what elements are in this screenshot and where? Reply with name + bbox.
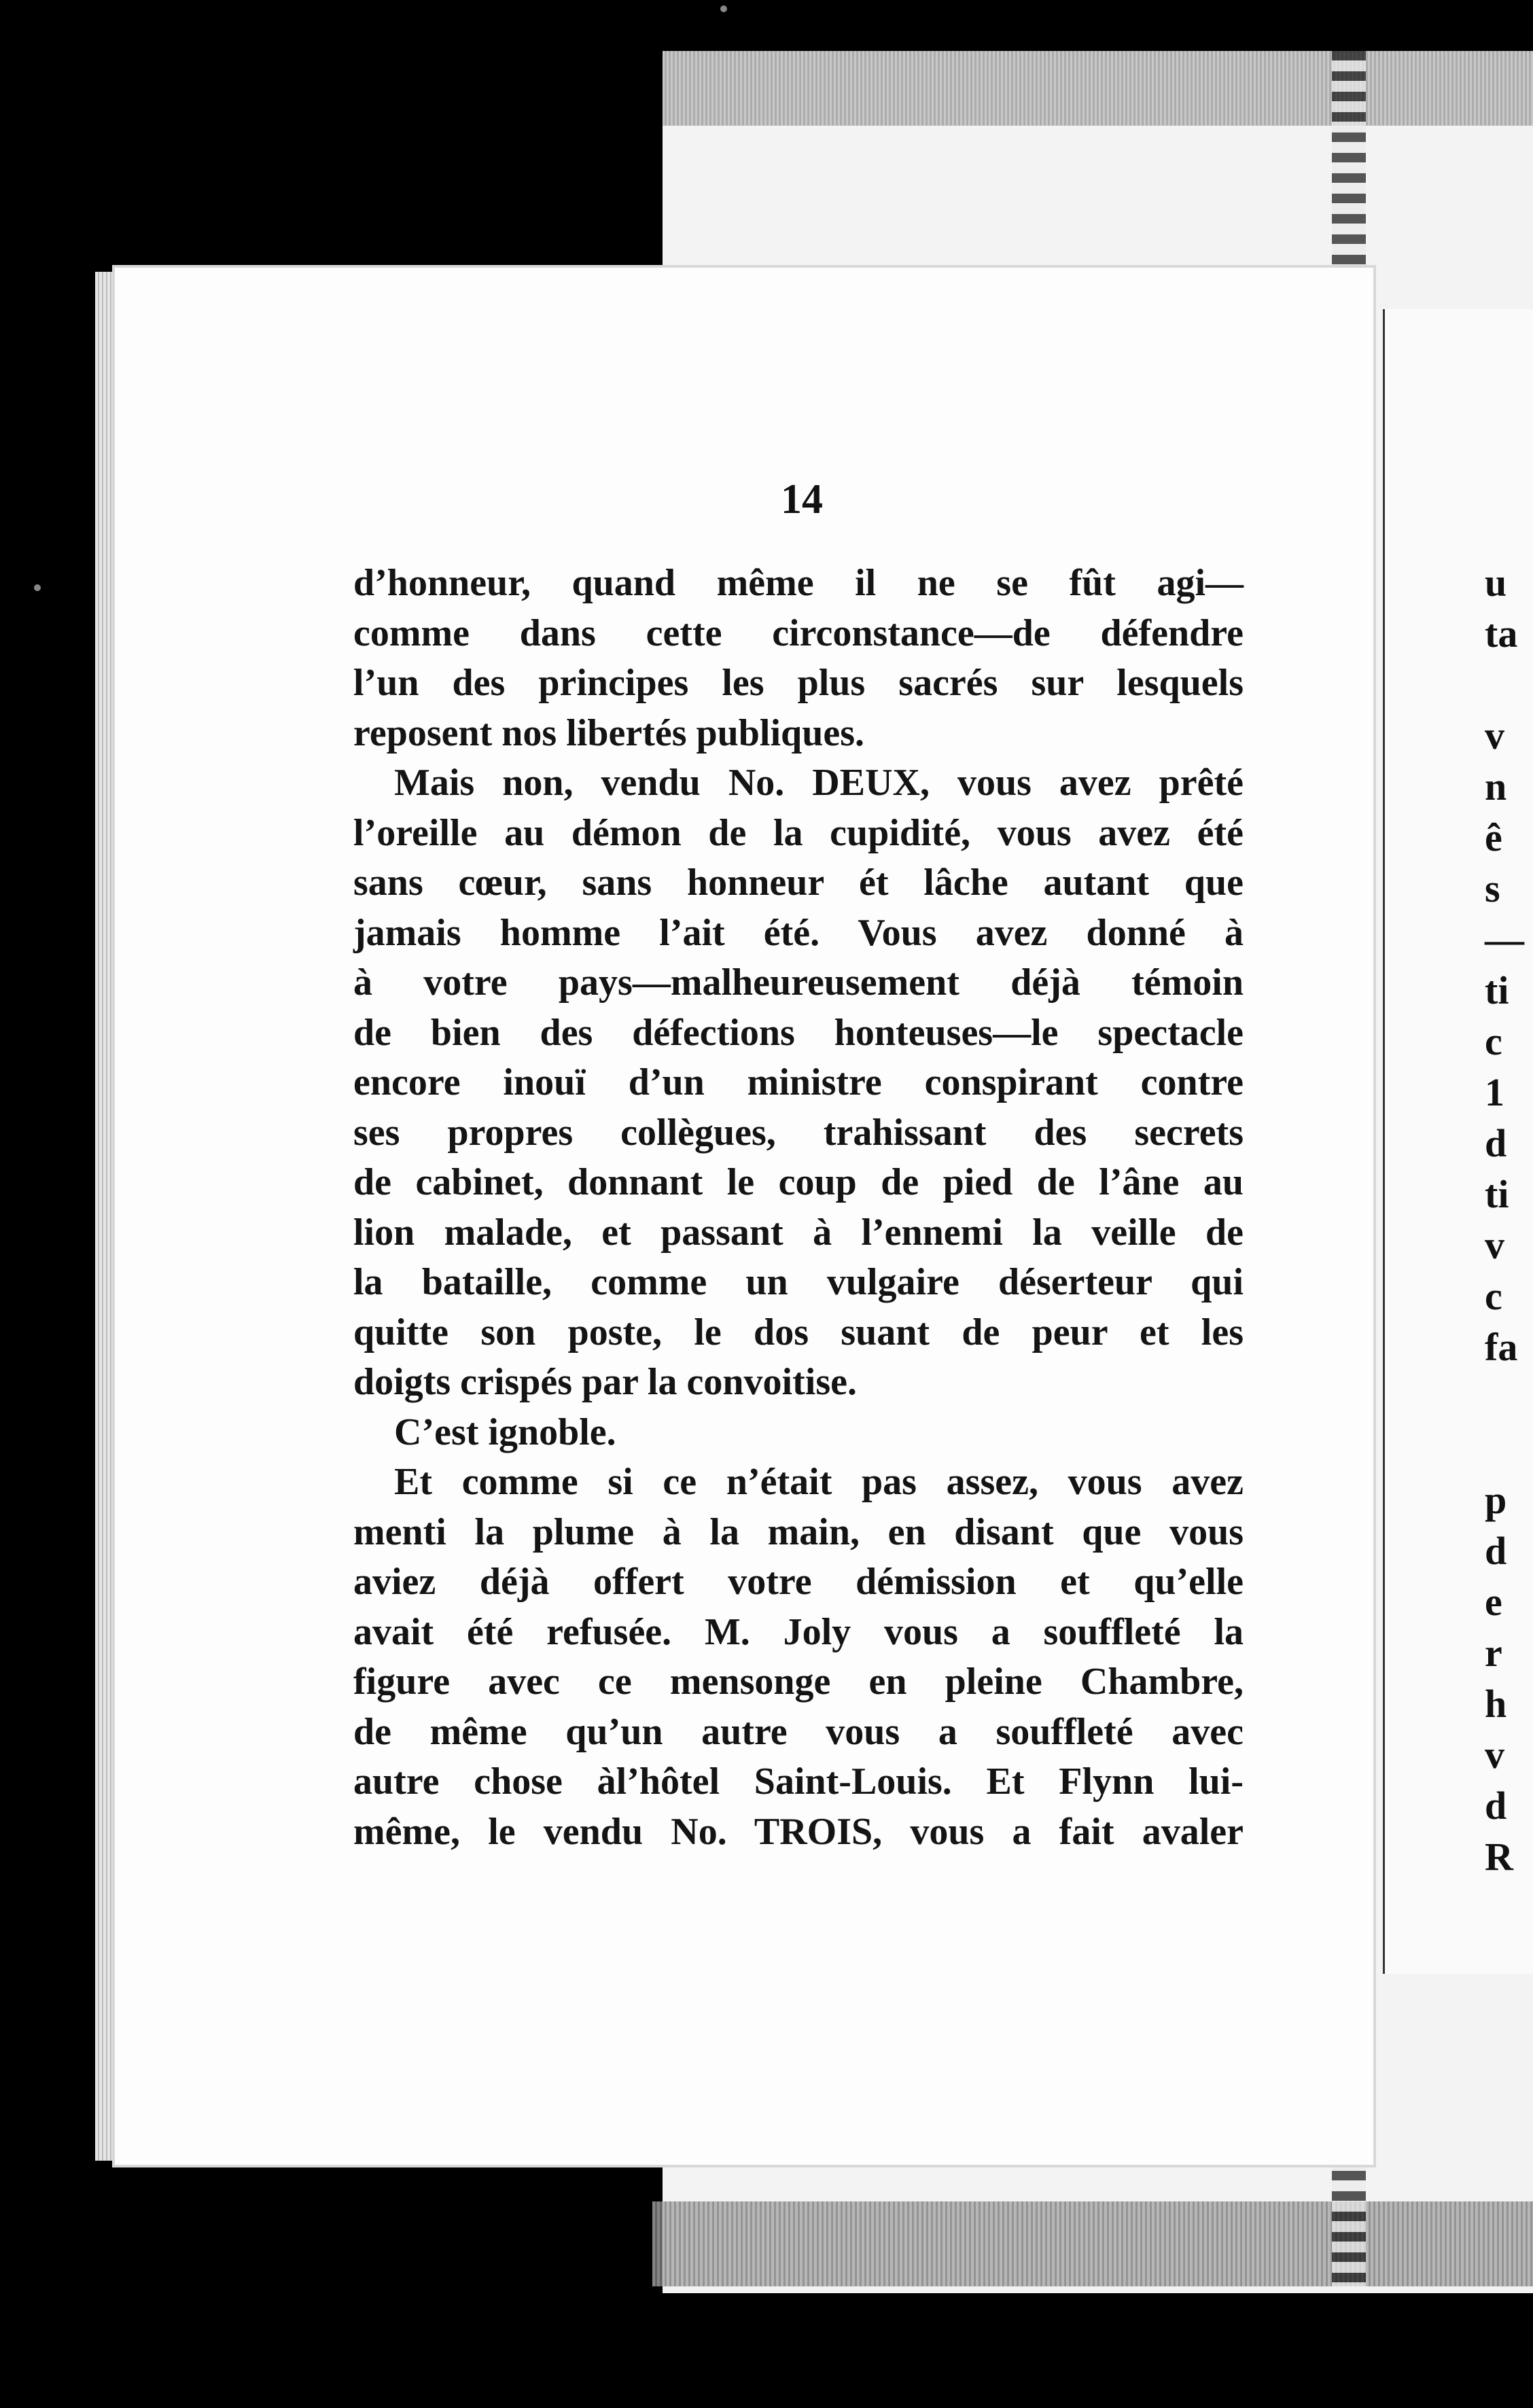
text-line: de bien des défections honteuses—le spectacle (353, 1011, 1244, 1054)
text-line: l’oreille au démon de la cupidité, vous avez été (353, 811, 1244, 854)
text-line: sans cœur, sans honneur ét lâche autant que (353, 862, 1244, 904)
adjacent-text-fragment: fa (1485, 1325, 1518, 1369)
text-line: l’un des principes les plus sacrés sur lesquels (353, 662, 1244, 704)
text-line: autre chose àl’hôtel Saint-Louis. Et Flynn lui- (353, 1760, 1244, 1803)
adjacent-text-fragment: h (1485, 1682, 1507, 1726)
text-line: reposent nos libertés publiques. (353, 711, 864, 754)
adjacent-text-fragment (1485, 1423, 1524, 1474)
adjacent-text-fragment (1485, 659, 1524, 710)
adjacent-text-fragment: p (1485, 1478, 1507, 1522)
text-line: même, le vendu No. TROIS, vous a fait avaler (353, 1810, 1244, 1853)
adjacent-text-fragment: c (1485, 1019, 1502, 1063)
text-line: encore inouï d’un ministre conspirant contre (353, 1061, 1244, 1103)
text-line: menti la plume à la main, en disant que vous (353, 1510, 1244, 1553)
adjacent-text-fragment: s (1485, 866, 1500, 910)
text-line: aviez déjà offert votre démission et qu’elle (353, 1561, 1244, 1603)
text-line: doigts crispés par la convoitise. (353, 1361, 857, 1403)
adjacent-text-fragment: v (1485, 1223, 1504, 1267)
adjacent-text-fragment: ti (1485, 968, 1509, 1012)
text-line: figure avec ce mensonge en pleine Chambre, (353, 1661, 1244, 1703)
text-line: quitte son poste, le dos suant de peur et les (353, 1311, 1244, 1353)
adjacent-text-fragment: R (1485, 1835, 1513, 1879)
adjacent-text-fragment: n (1485, 764, 1507, 809)
adjacent-text-fragment: e (1485, 1580, 1502, 1624)
adjacent-text-fragment: d (1485, 1121, 1507, 1165)
text-line: jamais homme l’ait été. Vous avez donné à (353, 911, 1244, 954)
adjacent-text-fragment: d (1485, 1529, 1507, 1573)
page-text (353, 559, 1244, 1857)
adjacent-text-fragment: ti (1485, 1172, 1509, 1216)
adjacent-text-fragment: v (1485, 713, 1504, 758)
text-line: ses propres collègues, trahissant des secrets (353, 1111, 1244, 1154)
back-page-bottom-edge (652, 2201, 1533, 2286)
text-line: avait été refusée. M. Joly vous a souffleté la (353, 1610, 1244, 1653)
adjacent-text-fragment: u (1485, 561, 1507, 605)
adjacent-text-fragment: r (1485, 1631, 1502, 1675)
adjacent-text-fragment (1485, 1373, 1524, 1423)
dust-speck (34, 584, 41, 591)
text-line: Mais non, vendu No. DEUX, vous avez prêté (394, 762, 1244, 804)
adjacent-text-fragment: ê (1485, 815, 1502, 860)
adjacent-text-fragment: 1 (1485, 1070, 1504, 1114)
text-line: d’honneur, quand même il ne se fût agi— (353, 562, 1244, 604)
adjacent-text-fragment: v (1485, 1733, 1504, 1777)
back-page-top-edge (663, 51, 1533, 126)
text-line: Et comme si ce n’était pas assez, vous avez (394, 1461, 1244, 1503)
text-line: lion malade, et passant à l’ennemi la veille de (353, 1211, 1244, 1254)
adjacent-text-fragment: — (1485, 917, 1524, 961)
adjacent-text-fragment: d (1485, 1784, 1507, 1828)
dust-speck (720, 5, 727, 12)
text-line: de cabinet, donnant le coup de pied de l’âne au (353, 1161, 1244, 1203)
adjacent-page-text (1485, 557, 1524, 1882)
text-line: à votre pays—malheureusement déjà témoin (353, 961, 1244, 1004)
adjacent-text-fragment: ta (1485, 612, 1518, 656)
adjacent-text-fragment: c (1485, 1274, 1502, 1318)
text-line: la bataille, comme un vulgaire déserteur qui (353, 1261, 1244, 1303)
text-line: comme dans cette circonstance—de défendre (353, 612, 1244, 654)
text-line: de même qu’un autre vous a souffleté avec (353, 1710, 1244, 1753)
text-line: C’est ignoble. (394, 1411, 616, 1453)
page-number: 14 (781, 476, 823, 523)
